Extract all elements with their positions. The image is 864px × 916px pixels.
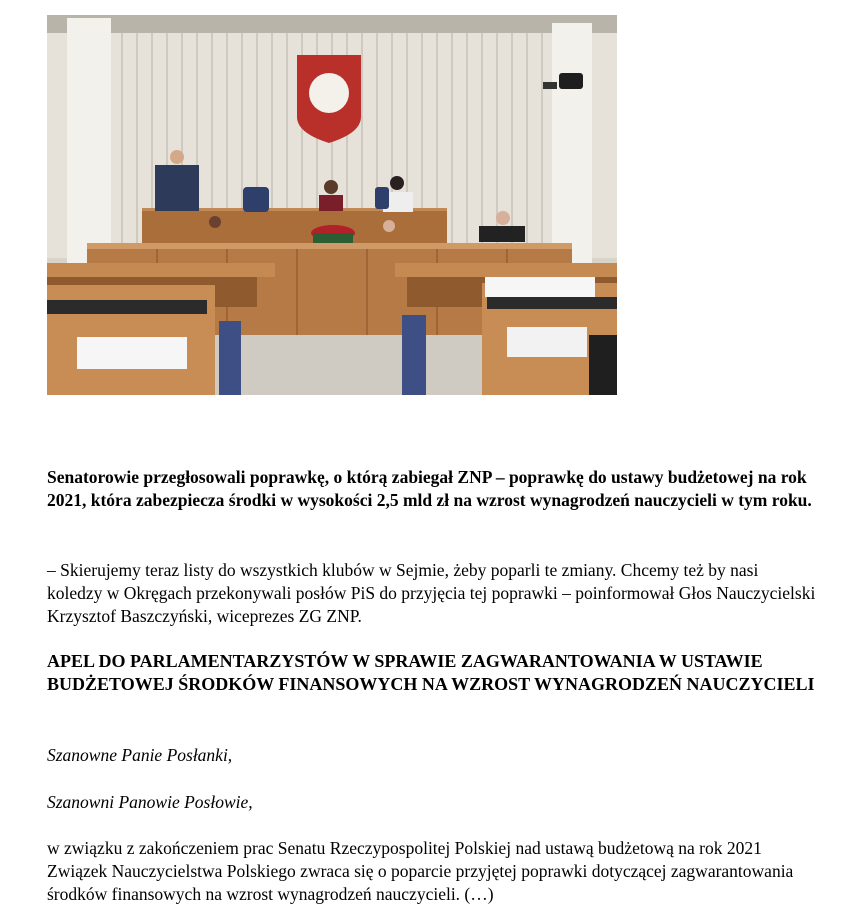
- greeting-line-1: Szanowne Panie Posłanki,: [47, 745, 233, 765]
- greeting-men: [47, 791, 817, 814]
- article-quote: [47, 559, 817, 628]
- quote-paragraph: – Skierujemy teraz listy do wszystkich klubów w Sejmie, żeby poparli te zmiany. Chcemy też by nasi koledzy w Okręgach przekonywali posłów PiS do przyjęcia tej poprawki – poinformował Głos Nauczycielski Krzysztof Baszczyński, wiceprezes ZG ZNP.: [47, 560, 816, 626]
- senate-chamber-photo: [47, 15, 617, 395]
- letter-body-paragraph: w związku z zakończeniem prac Senatu Rzeczypospolitej Polskiej nad ustawą budżetową na rok 2021 Związek Nauczycielstwa Polskiego zwraca się o poparcie przyjętej poprawki dotyczącej zagwarantowania środków finansowych na wzrost wynagrodzeń nauczycieli. (…): [47, 838, 794, 904]
- appeal-title: [47, 650, 817, 696]
- article-lead: [47, 466, 817, 512]
- lead-paragraph: Senatorowie przegłosowali poprawkę, o którą zabiegał ZNP – poprawkę do ustawy budżetowej na rok 2021, która zabezpiecza środki w wysokości 2,5 mld zł na wzrost wynagrodzeń nauczycieli w tym roku.: [47, 467, 812, 510]
- greeting-line-2: Szanowni Panowie Posłowie,: [47, 792, 253, 812]
- letter-body: [47, 837, 817, 906]
- greeting-women: [47, 744, 817, 767]
- appeal-heading: APEL DO PARLAMENTARZYSTÓW W SPRAWIE ZAGWARANTOWANIA W USTAWIE BUDŻETOWEJ ŚRODKÓW FINANSOWYCH NA WZROST WYNAGRODZEŃ NAUCZYCIELI: [47, 651, 815, 694]
